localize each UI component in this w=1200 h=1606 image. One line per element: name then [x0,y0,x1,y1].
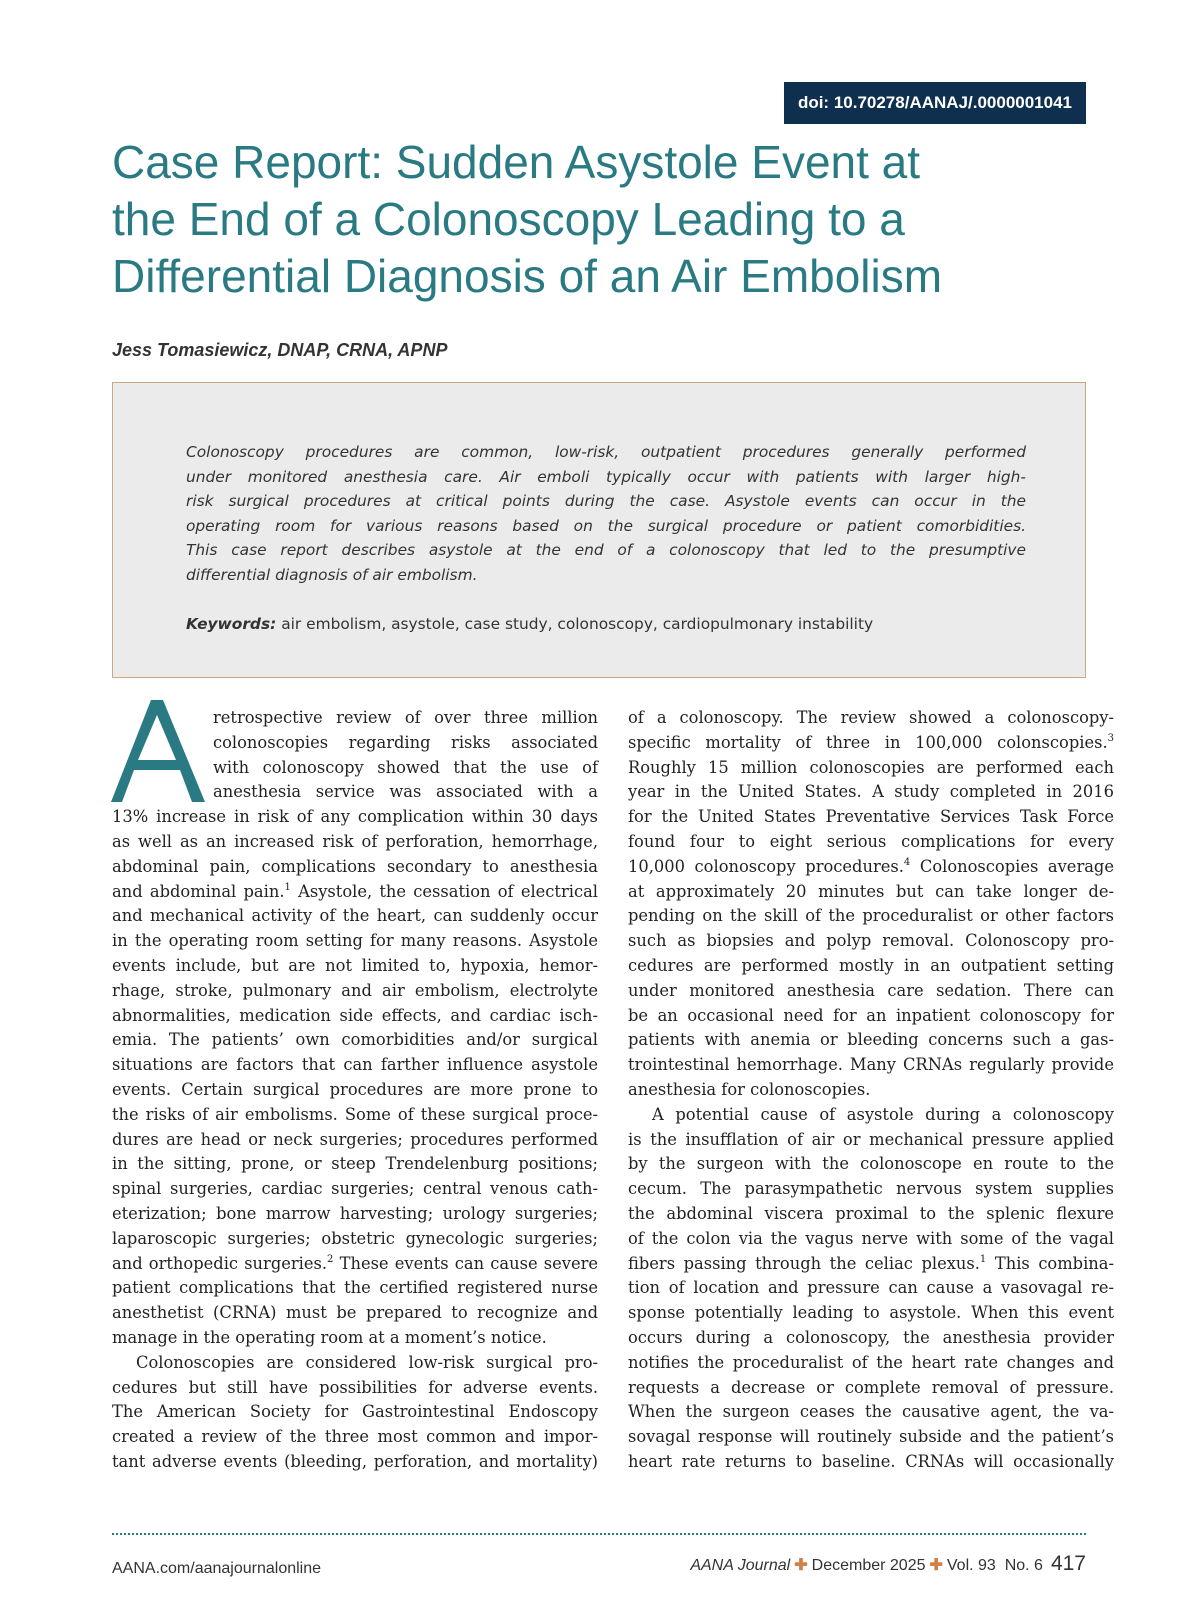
body-line: occurs during a colonoscopy, the anesthesia provider [628,1327,1114,1347]
body-line: situations are factors that can farther influence asystole [112,1055,598,1075]
body-text: and orthopedic surgeries. [112,1253,328,1273]
body-line: abdominal pain, complications secondary to anesthesia [112,856,598,876]
footer-citation [690,1552,1086,1576]
body-line: requests a decrease or complete removal of pressure. [628,1377,1114,1397]
page-number: 417 [1050,1552,1086,1575]
body-line: notifies the proceduralist of the heart rate changes and [628,1352,1114,1372]
body-line: by the surgeon with the colonoscope en route to the [628,1154,1114,1174]
citation: 1 [284,881,291,893]
body-line: anesthesia for colonoscopies. [628,1079,871,1099]
keywords-list: air embolism, asystole, case study, colonoscopy, cardiopulmonary instability [281,615,874,633]
body-line: events. Certain surgical procedures are more prone to [112,1079,598,1099]
body-line: in the sitting, prone, or steep Trendelenburg positions; [112,1154,598,1174]
body-line: events include, but are not limited to, hypoxia, hemor- [112,955,598,975]
body-column-right [628,706,1114,1475]
plus-separator-icon: ✚ [794,1557,808,1574]
body-line [112,880,598,905]
body-line: for the United States Preventative Services Task Force [628,807,1114,827]
body-line: at approximately 20 minutes but can take longer de- [628,881,1114,901]
body-line: the risks of air embolisms. Some of these surgical proce- [112,1104,598,1124]
abstract-line: risk surgical procedures at critical points during the case. Asystole events can occur in the [186,492,1026,511]
body-line: under monitored anesthesia care sedation. There can [628,980,1114,1000]
abstract-line: Colonoscopy procedures are common, low-risk, outpatient procedures generally performed [186,443,1026,461]
body-line: dures are head or neck surgeries; procedures performed [112,1129,598,1149]
body-line: of a colonoscopy. The review showed a colonoscopy- [628,708,1114,727]
abstract-box [112,382,1086,678]
citation: 2 [327,1253,334,1265]
author-byline: Jess Tomasiewicz, DNAP, CRNA, APNP [112,340,448,360]
body-line: cedures but still have possibilities for adverse events. [112,1377,598,1397]
body-line: abnormalities, medication side effects, and cardiac isch- [112,1005,598,1025]
body-line [628,1252,1114,1277]
abstract-line: operating room for various reasons based on the surgical procedure or patient comorbidities. [186,516,1026,535]
body-line: sovagal response will routinely subside and the patient’s [628,1427,1114,1447]
body-line: created a review of the three most common and impor- [112,1427,598,1447]
plus-separator-icon: ✚ [929,1557,943,1574]
body-line: The American Society for Gastrointestinal Endoscopy [112,1402,598,1422]
body-line: such as biopsies and polyp removal. Colonoscopy pro- [628,931,1114,951]
body-line: in the operating room setting for many reasons. Asystole [112,931,598,951]
keywords [186,615,1026,633]
body-line: cedures are performed mostly in an outpatient setting [628,955,1114,975]
body-line: patients with anemia or bleeding concerns such a gas- [628,1030,1114,1050]
body-line: heart rate returns to baseline. CRNAs will occasionally [628,1451,1114,1471]
drop-cap-letter: A [110,692,118,703]
body-line: be an occasional need for an inpatient colonoscopy for [628,1005,1114,1025]
body-text: These events can cause severe [333,1253,598,1273]
body-text: and abdominal pain. [112,881,285,901]
keywords-label: Keywords: [186,615,277,633]
body-text: fibers passing through the celiac plexus. [628,1253,980,1273]
body-line: cecum. The parasympathetic nervous system supplies [628,1179,1114,1199]
citation: 4 [903,856,911,868]
body-line: spinal surgeries, cardiac surgeries; central venous cath- [112,1179,598,1199]
body-line: trointestinal hemorrhage. Many CRNAs regularly provide [628,1055,1114,1075]
body-line: sponse potentially leading to asystole. When this event [628,1303,1114,1323]
abstract-line: This case report describes asystole at the end of a colonoscopy that led to the presumptive [186,541,1026,560]
footer-journal: AANA Journal [690,1557,791,1574]
body-line [628,855,1114,880]
body-line: is the insufflation of air or mechanical pressure applied [628,1129,1114,1149]
doi-badge: doi: 10.70278/AANAJ/.0000001041 [784,82,1086,124]
body-text: This combina- [986,1253,1114,1273]
title-line: Differential Diagnosis of an Air Embolism [112,250,943,302]
body-text: Colonoscopies average [910,856,1114,876]
body-text: Asystole, the cessation of electrical [290,881,598,901]
citation: 3 [1107,732,1114,744]
body-line: as well as an increased risk of perforation, hemorrhage, [112,831,598,851]
body-line: colonoscopies regarding risks associated [213,732,598,752]
article-title [112,134,1072,305]
body-text: 10,000 colonoscopy procedures. [628,856,904,876]
body-line: with colonoscopy showed that the use of [213,757,598,777]
body-line [628,731,1114,756]
body-line: anesthesia service was associated with a [213,782,598,802]
footer-website: AANA.com/aanajournalonline [112,1560,322,1577]
body-line: When the surgeon ceases the causative agent, the va- [628,1402,1114,1422]
body-text: specific mortality of three in 100,000 colonscopies. [628,732,1108,752]
footer-date: December 2025 [811,1557,926,1574]
body-line: tion of location and pressure can cause a vasovagal re- [628,1278,1114,1298]
body-line: year in the United States. A study completed in 2016 [628,782,1114,802]
body-line: 13% increase in risk of any complication within 30 days [112,807,598,827]
body-line: eterization; bone marrow harvesting; urology surgeries; [112,1203,598,1223]
body-line: emia. The patients’ own comorbidities and/or surgical [112,1030,598,1050]
body-line: patient complications that the certified registered nurse [112,1278,598,1298]
abstract-line: differential diagnosis of air embolism. [186,565,478,584]
body-line: anesthetist (CRNA) must be prepared to recognize and [112,1303,598,1323]
body-line: Colonoscopies are considered low-risk surgical pro- [136,1352,598,1372]
footer-volume: Vol. 93 No. 6 [946,1557,1043,1574]
body-line: pending on the skill of the proceduralist or other factors [628,906,1114,926]
title-line: the End of a Colonoscopy Leading to a [112,193,905,245]
body-line: A potential cause of asystole during a colonoscopy [652,1104,1114,1124]
body-column-left [112,706,598,1475]
body-line: laparoscopic surgeries; obstetric gynecologic surgeries; [112,1228,598,1248]
body-line: rhage, stroke, pulmonary and air embolism, electrolyte [112,980,598,1000]
title-line: Case Report: Sudden Asystole Event at [112,136,921,188]
body-line: tant adverse events (bleeding, perforation, and mortality) [112,1451,598,1471]
body-line: the abdominal viscera proximal to the splenic flexure [628,1203,1114,1223]
abstract-text [186,440,1026,588]
body-line: found four to eight serious complications for every [628,831,1114,851]
citation: 1 [979,1253,987,1265]
body-line: Roughly 15 million colonoscopies are performed each [628,757,1114,777]
body-line: and mechanical activity of the heart, can suddenly occur [112,906,598,926]
body-line [112,1252,598,1277]
abstract-line: under monitored anesthesia care. Air emboli typically occur with patients with larger high- [186,467,1026,486]
body-line: manage in the operating room at a moment’s notice. [112,1327,547,1347]
body-line: retrospective review of over three million [213,708,598,727]
body-line: of the colon via the vagus nerve with some of the vagal [628,1228,1114,1248]
footer-divider [112,1533,1086,1535]
